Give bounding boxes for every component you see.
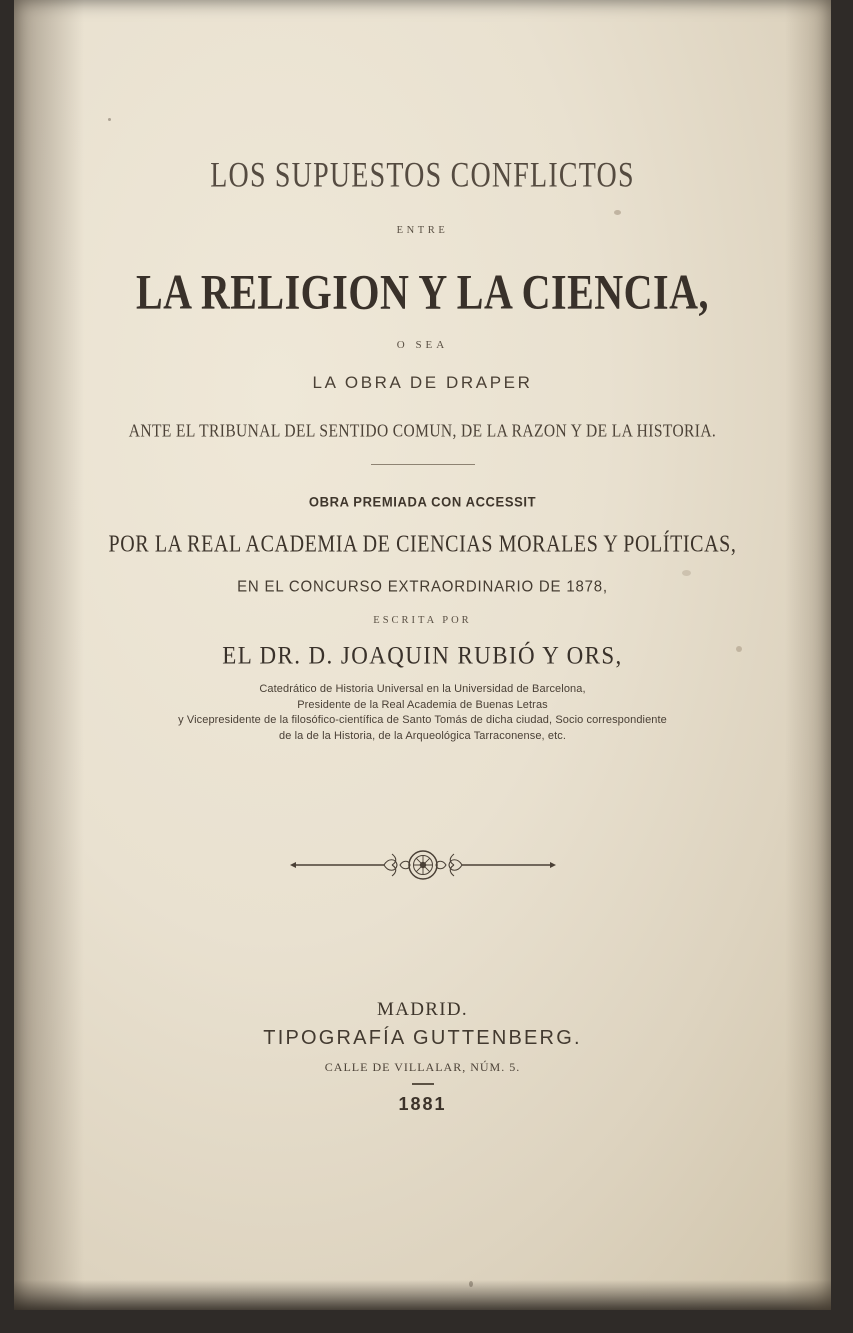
imprint-city: MADRID.	[377, 999, 468, 1020]
subtitle-line-2: ANTE EL TRIBUNAL DEL SENTIDO COMUN, DE LA RAZON Y DE LA HISTORIA.	[128, 421, 717, 442]
paper-stain	[682, 570, 691, 576]
imprint-dash	[412, 1083, 434, 1085]
credential-line: de la de la Historia, de la Arqueológica Tarraconense, etc.	[279, 729, 566, 742]
paper-speck	[108, 118, 111, 121]
imprint-address: CALLE DE VILLALAR, NÚM. 5.	[324, 1060, 521, 1074]
imprint-year: 1881	[398, 1094, 447, 1114]
credential-line: Presidente de la Real Academia de Buenas Letras	[297, 698, 548, 711]
connector-escrita-por: ESCRITA POR	[373, 615, 472, 626]
author-credentials	[14, 682, 831, 744]
subtitle-line-1: LA OBRA DE DRAPER	[312, 373, 533, 392]
academy-line: POR LA REAL ACADEMIA DE CIENCIAS MORALES Y POLÍTICAS,	[108, 531, 737, 558]
title-line-1: LOS SUPUESTOS CONFLICTOS	[210, 156, 635, 196]
connector-o-sea: O SEA	[396, 339, 449, 351]
credential-line: Catedrático de Historia Universal en la Universidad de Barcelona,	[259, 683, 586, 695]
credential-line: y Vicepresidente de la filosófico-científica de Santo Tomás de dicha ciudad, Socio correspondiente	[178, 714, 667, 726]
competition-line: EN EL CONCURSO EXTRAORDINARIO DE 1878,	[237, 578, 608, 596]
author-name: EL DR. D. JOAQUIN RUBIÓ Y ORS,	[222, 641, 623, 669]
typographic-ornament-rosette	[288, 845, 558, 885]
connector-entre: ENTRE	[396, 225, 449, 236]
award-line: OBRA PREMIADA CON ACCESSIT	[308, 494, 537, 510]
title-page	[14, 0, 831, 1310]
title-line-2: LA RELIGION Y LA CIENCIA,	[136, 263, 709, 320]
imprint-printer: TIPOGRAFÍA GUTTENBERG.	[263, 1027, 582, 1049]
divider-rule	[371, 464, 475, 465]
page-bottom-shadow	[14, 1280, 831, 1310]
paper-stain	[614, 210, 621, 215]
paper-speck	[469, 1281, 473, 1287]
